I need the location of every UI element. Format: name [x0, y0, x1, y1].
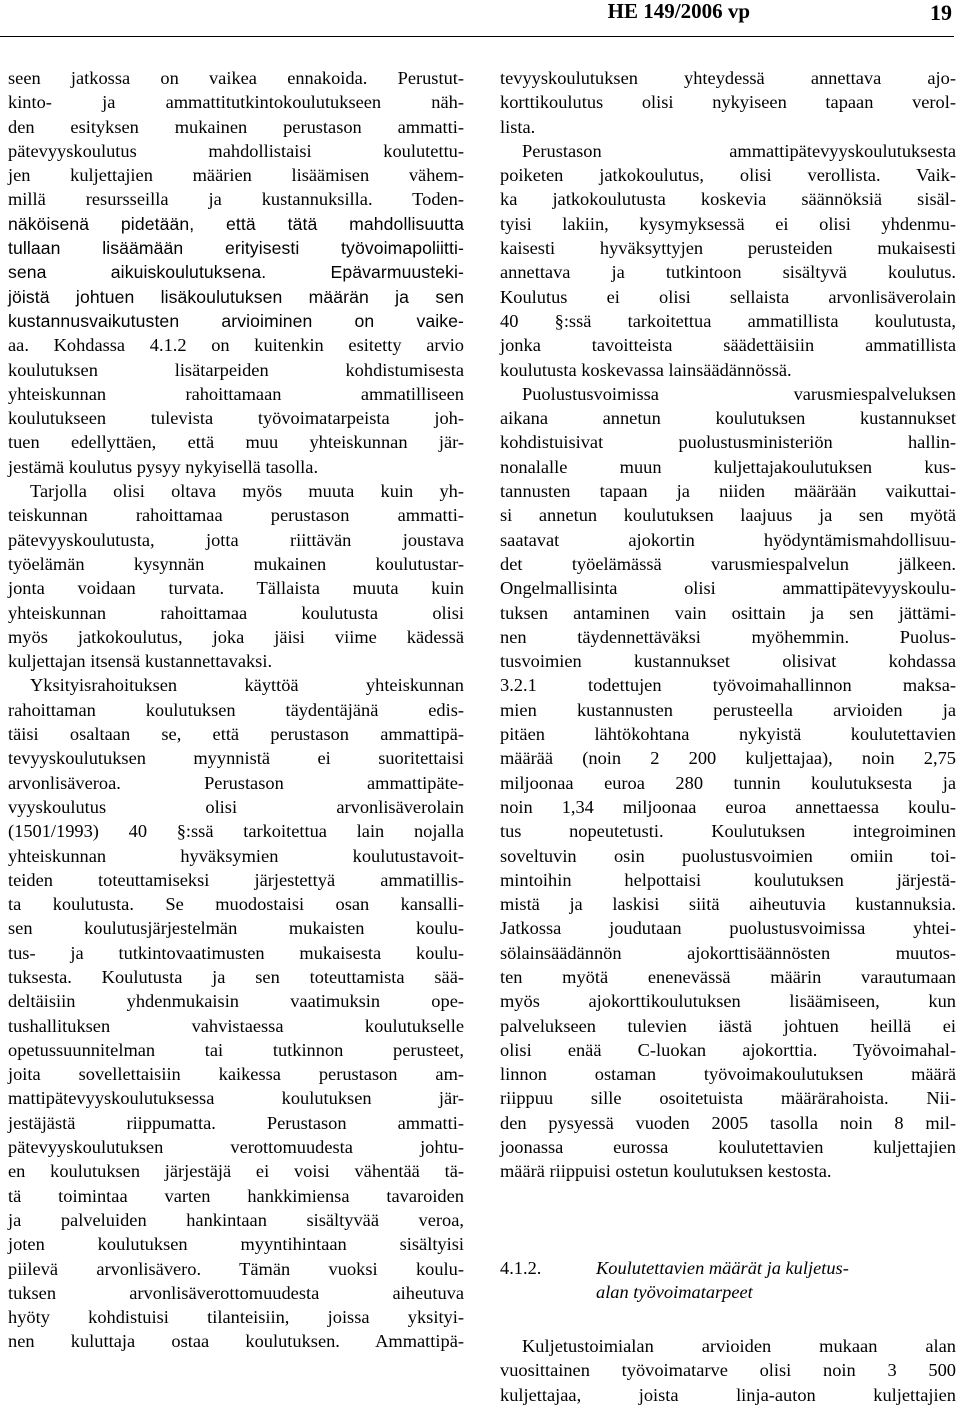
text-line: millä resursseilla ja kustannuksilla. Toden-: [8, 189, 464, 210]
text-line: aa. Kohdassa 4.1.2 on kuitenkin esitetty arvio: [8, 335, 464, 356]
text-line: jestämä koulutus pysyy nykyisellä tasolla.: [8, 456, 319, 477]
text-line: Ongelmallisinta olisi ammattipätevyyskoulu-: [500, 578, 956, 599]
text-line: Jatkossa joudutaan puolustusvoimissa yhtei-: [500, 918, 956, 939]
text-line: vyyskoulutus olisi arvonlisäverolain: [8, 796, 464, 817]
text-line: piilevä arvonlisävero. Tämän vuoksi koulu-: [8, 1258, 464, 1279]
text-line: tyisi lakiin, kysymyksessä ei olisi yhdenmu-: [500, 213, 956, 234]
text-line: mattipätevyyskoulutuksessa koulutuksen jär-: [8, 1088, 464, 1109]
right-text-column: [500, 66, 956, 1184]
text-line: rahoittaman koulutuksen täydentäjänä edis-: [8, 699, 464, 720]
text-line: pitäen lähtökohtana nykyistä koulutettavien: [500, 724, 956, 745]
text-line: teiskunnan rahoittamaa perustason ammatti-: [8, 505, 464, 526]
text-line: koulutukseen tulevista työvoimatarpeista joh-: [8, 408, 464, 429]
text-line: korttikoulutus olisi nykyiseen tapaan verol-: [500, 92, 956, 113]
text-line: den esityksen mukainen perustason ammatti-: [8, 116, 464, 137]
text-line: tevyyskoulutuksen yhteydessä annettava ajo-: [500, 68, 956, 88]
text-line: ka jatkokoulutusta koskevia säännöksiä sisäl-: [500, 189, 956, 210]
text-line: työelämän kysynnän mukainen koulutustar-: [8, 553, 464, 574]
text-line: saatavat ajokortin hyödyntämismahdollisuu-: [500, 529, 956, 550]
text-line: koulutuksen lisätarpeiden kohdistumisesta: [8, 359, 464, 380]
text-line: määrää (noin 2 200 kuljettajaa), noin 2,75: [500, 748, 956, 769]
text-line: tullaan lisäämään erityisesti työvoimapoliitti-: [8, 238, 464, 259]
text-line: riippuu sille osoitetuista määrärahoista. Nii-: [500, 1088, 956, 1109]
text-line: lista.: [500, 116, 536, 137]
header-rule: [0, 36, 954, 37]
text-line: sena aikuiskoulutuksena. Epävarmuusteki-: [8, 262, 464, 283]
text-line: koulutusta koskevassa lainsäädännössä.: [500, 359, 792, 380]
section-title: [596, 1256, 952, 1305]
section-title-line: alan työvoimatarpeet: [596, 1282, 753, 1303]
text-line: yhteiskunnan rahoittamaa koulutusta olisi: [8, 602, 464, 623]
text-line: palvelukseen tulevien iästä johtuen heillä ei: [500, 1015, 956, 1036]
text-line: myös jatkokoulutus, joka jäisi viime kädessä: [8, 626, 464, 647]
text-line: tus- ja tutkintovaatimusten mukaisesta koulu-: [8, 942, 464, 963]
text-line: tannusten tapaan ja niiden määrään vaikuttai-: [500, 481, 956, 502]
text-line: olisi enää C-luokan ajokorttia. Työvoimahal-: [500, 1039, 956, 1060]
text-line: ja palveluiden hankintaan sisältyvää veroa,: [8, 1209, 464, 1230]
text-line: Koulutus ei olisi sellaista arvonlisäverolain: [500, 286, 956, 307]
text-line: tä toimintaa varten hankkimiensa tavaroiden: [8, 1185, 464, 1206]
text-line: mintoihin helpottaisi koulutuksen järjestä-: [500, 869, 956, 890]
text-line: Yksityisrahoituksen käyttöä yhteiskunnan: [30, 675, 464, 696]
text-line: tuksesta. Koulutusta ja sen toteuttamista sää-: [8, 966, 464, 987]
text-line: noin 1,34 miljoonaa euroa annettaessa koulu-: [500, 796, 956, 817]
text-line: tuen edellyttäen, että muu yhteiskunnan jär-: [8, 432, 464, 453]
text-line: 3.2.1 todettujen työvoimahallinnon maksa-: [500, 675, 956, 696]
text-line: vuosittainen työvoimatarve olisi noin 3 500: [500, 1360, 956, 1381]
text-line: nen kuluttaja ostaa koulutuksen. Ammattipä-: [8, 1331, 464, 1352]
text-line: myös ajokorttikoulutuksen lisäämiseen, kun: [500, 991, 956, 1012]
text-line: poiketen jatkokoulutus, olisi verollista. Vaik-: [500, 165, 956, 186]
text-line: täisi osaltaan se, että perustason ammattipä-: [8, 724, 464, 745]
left-text-column: [8, 66, 464, 1354]
text-line: jonta voidaan turvata. Tällaista muuta kuin: [8, 578, 464, 599]
text-line: deltäisiin yhdenmukaisin vaatimuksin ope-: [8, 991, 464, 1012]
section-number: 4.1.2.: [500, 1258, 542, 1278]
text-line: 40 §:ssä tarkoitettua ammatillista koulutusta,: [500, 310, 956, 331]
text-line: jen kuljettajien määrien lisäämisen vähem-: [8, 165, 464, 186]
text-line: joten koulutuksen myyntihintaan sisältyisi: [8, 1234, 464, 1255]
text-line: linnon ostaman työvoimakoulutuksen määrä: [500, 1064, 956, 1085]
text-line: ten myötä enenevässä määrin varautumaan: [500, 966, 956, 987]
text-line: Tarjolla olisi oltava myös muuta kuin yh-: [30, 481, 464, 502]
text-line: kustannusvaikutusten arvioiminen on vaike-: [8, 310, 464, 331]
right-text-column-continued: [500, 1334, 956, 1407]
text-line: nen täydennettäväksi myöhemmin. Puolus-: [500, 626, 956, 647]
text-line: Puolustusvoimissa varusmiespalveluksen: [522, 383, 956, 404]
text-line: jestäjästä riippumatta. Perustason ammatti-: [8, 1112, 464, 1133]
text-line: Perustason ammattipätevyyskoulutuksesta: [522, 140, 956, 161]
text-line: hyöty kohdistuisi tilanteisiin, joissa yksityi-: [8, 1307, 464, 1328]
text-line: tuksen arvonlisäverottomuudesta aiheutuva: [8, 1282, 464, 1303]
text-line: kinto- ja ammattitutkintokoulutukseen näh-: [8, 92, 464, 113]
text-line: joita sovellettaisiin kaikessa perustason am-: [8, 1064, 464, 1085]
text-line: Kuljetustoimialan arvioiden mukaan alan: [522, 1336, 956, 1356]
page-header: [0, 0, 952, 28]
text-line: määrä riippuisi ostetun koulutuksen kestosta.: [500, 1161, 832, 1182]
text-line: opetussuunnitelman tai tutkinnon perusteet,: [8, 1039, 464, 1060]
text-line: det työelämässä varusmiespalvelun jälkeen.: [500, 553, 956, 574]
text-line: näköisenä pidetään, että tätä mahdollisuutta: [8, 213, 464, 234]
text-line: nonalalle muun kuljettajakoulutuksen kus-: [500, 456, 956, 477]
text-line: tus nopeutetusti. Koulutuksen integroiminen: [500, 821, 956, 842]
text-line: soveltuvin osin puolustusvoimien omiin toi-: [500, 845, 956, 866]
text-line: si annetun koulutuksen laajuus ja sen myötä: [500, 505, 956, 526]
text-line: kuljettajaa, joista linja-auton kuljettajien: [500, 1384, 956, 1405]
page-number: 19: [930, 0, 952, 25]
section-title-line: Koulutettavien määrät ja kuljetus-: [596, 1258, 849, 1278]
text-line: seen jatkossa on vaikea ennakoida. Perustut-: [8, 68, 464, 88]
text-line: yhteiskunnan hyväksymien koulutustavoit-: [8, 845, 464, 866]
text-line: aikana annetun koulutuksen kustannukset: [500, 408, 956, 429]
text-line: pätevyyskoulutuksen verottomuudesta johtu-: [8, 1137, 464, 1158]
text-line: kaisesti hyväksyttyjen perusteiden mukaisesti: [500, 238, 956, 259]
text-line: en koulutuksen järjestäjä ei voisi vähentää tä-: [8, 1161, 464, 1182]
document-code: HE 149/2006 vp: [607, 0, 750, 23]
text-line: den pysyessä vuoden 2005 tasolla noin 8 mil-: [500, 1112, 956, 1133]
text-line: jonka tavoitteista säädettäisiin ammatillista: [500, 335, 956, 356]
text-line: sölainsäädännön ajokorttisäännösten muutos-: [500, 942, 956, 963]
text-line: tusvoimien kustannukset olisivat kohdassa: [500, 651, 956, 672]
text-line: tushallituksen vahvistaessa koulutukselle: [8, 1015, 464, 1036]
text-line: teiden toteuttamiseksi järjestettyä ammatillis-: [8, 869, 464, 890]
text-line: miljoonaa euroa 280 tunnin koulutuksesta ja: [500, 772, 956, 793]
text-line: mien kustannusten perusteella arvioiden ja: [500, 699, 956, 720]
text-line: arvonlisäveroa. Perustason ammattipäte-: [8, 772, 464, 793]
text-line: joonassa eurossa koulutettavien kuljettajien: [500, 1137, 956, 1158]
text-line: pätevyyskoulutus mahdollistaisi koulutettu-: [8, 140, 464, 161]
text-line: tevyyskoulutuksen myynnistä ei suoritettaisi: [8, 748, 464, 769]
text-line: ta koulutusta. Se muodostaisi osan kansalli-: [8, 894, 464, 915]
text-line: tuksen antaminen vain osittain ja sen jättämi-: [500, 602, 956, 623]
text-line: sen koulutusjärjestelmän mukaisten koulu-: [8, 918, 464, 939]
text-line: mistä ja laskisi siitä aiheutuvia kustannuksia.: [500, 894, 956, 915]
text-line: annettava ja tutkintoon sisältyvä koulutus.: [500, 262, 956, 283]
text-line: kohdistuisivat puolustusministeriön hallin-: [500, 432, 956, 453]
text-line: pätevyyskoulutusta, jotta riittävän joustava: [8, 529, 464, 550]
text-line: jöistä johtuen lisäkoulutuksen määrän ja sen: [8, 286, 464, 307]
text-line: (1501/1993) 40 §:ssä tarkoitettua lain nojalla: [8, 821, 464, 842]
text-line: kuljettajan itsensä kustannettavaksi.: [8, 651, 273, 672]
text-line: yhteiskunnan rahoittamaan ammatilliseen: [8, 383, 464, 404]
